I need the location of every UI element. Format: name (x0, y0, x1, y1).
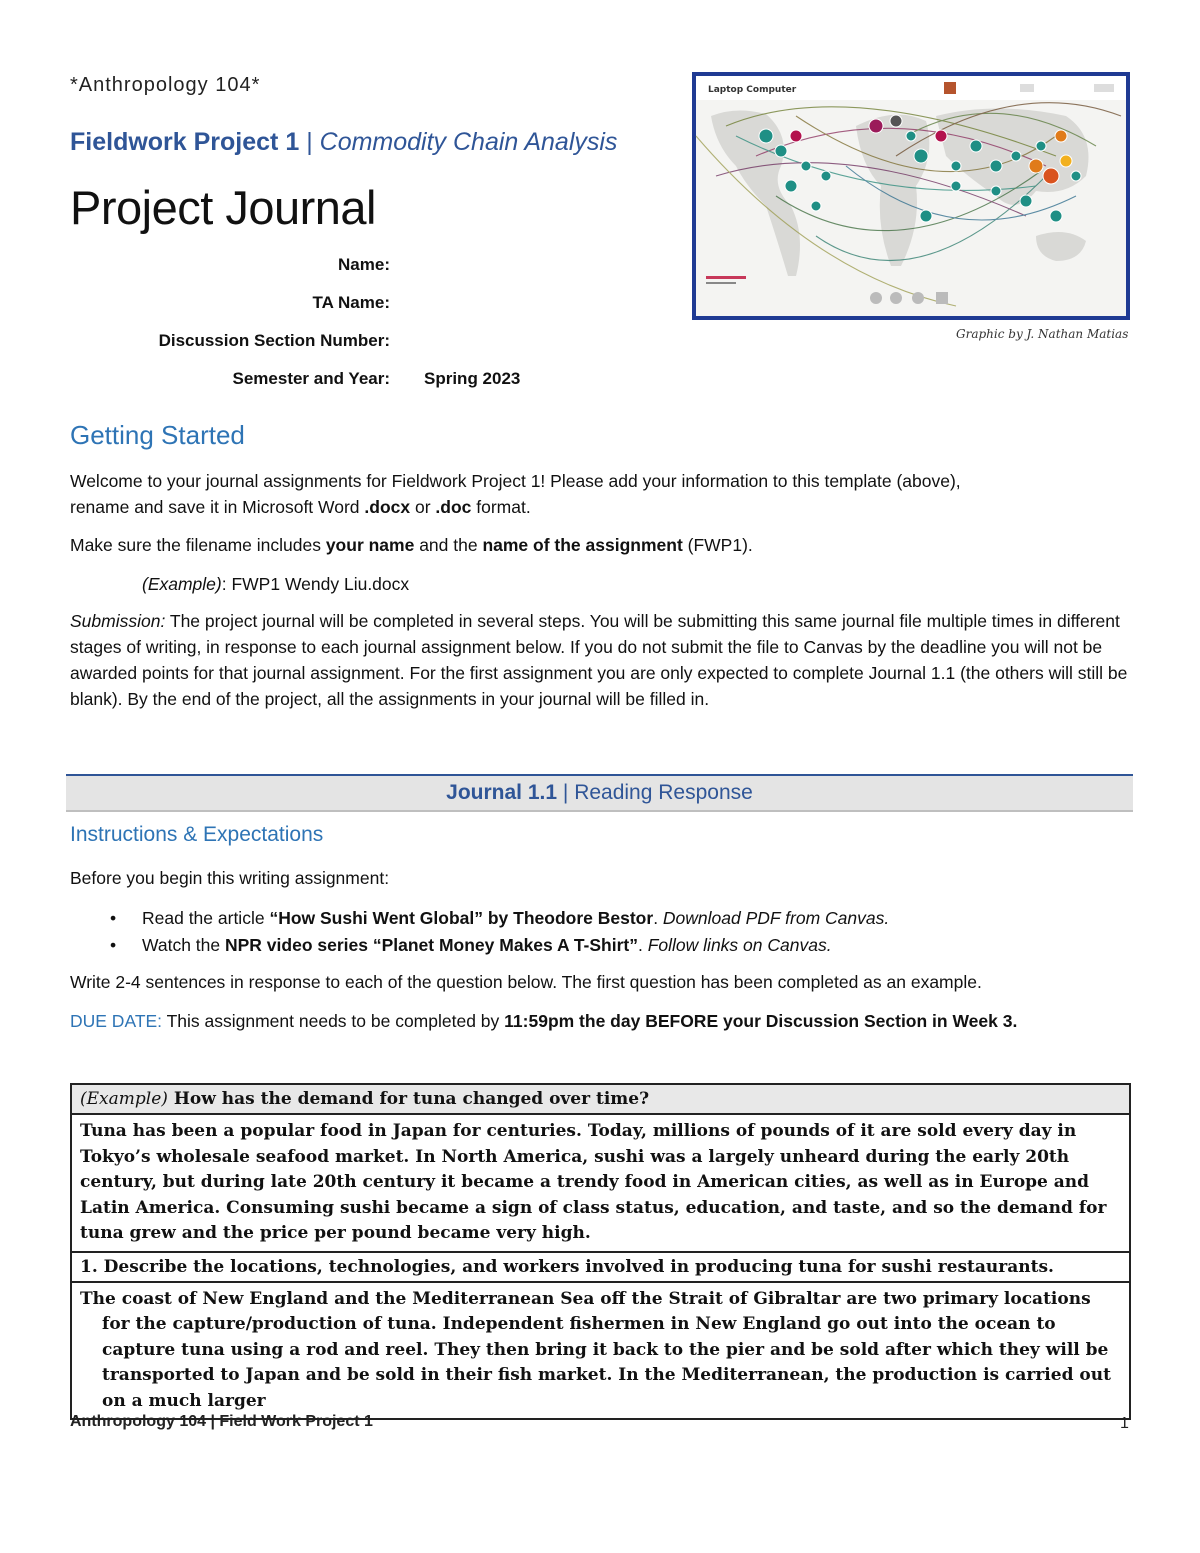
article-title: “How Sushi Went Global” by Theodore Bestor (269, 908, 654, 928)
text-span: (FWP1). (682, 535, 753, 555)
journal-number: Journal 1.1 (446, 781, 558, 804)
links-note: Follow links on Canvas. (647, 935, 832, 955)
text-span: This assignment needs to be completed by (162, 1011, 505, 1031)
example-label: (Example) (142, 574, 222, 594)
page-title: Project Journal (70, 181, 376, 234)
welcome-line-1: Welcome to your journal assignments for Fieldwork Project 1! Please add your information to this template (above), (70, 471, 961, 491)
info-label: Name: (338, 255, 390, 274)
write-instructions: Write 2-4 sentences in response to each of the question below. The first question has been completed as an example. (70, 972, 982, 992)
video-title: NPR video series “Planet Money Makes A T-Shirt” (225, 935, 638, 955)
text-span: Make sure the filename includes (70, 535, 326, 555)
download-note: Download PDF from Canvas. (662, 908, 890, 928)
due-date-label: DUE DATE: (70, 1011, 163, 1031)
info-label: Discussion Section Number: (158, 331, 390, 350)
question-table (70, 1083, 1131, 1420)
table-row (71, 1282, 1130, 1420)
assignment-name-emphasis: name of the assignment (482, 535, 683, 555)
getting-started-heading: Getting Started (70, 420, 245, 450)
text-span: and the (414, 535, 483, 555)
info-label: Semester and Year: (232, 369, 390, 388)
answer-1-cell[interactable]: The coast of New England and the Mediterranean Sea off the Strait of Gibraltar are two primary locations for the capture/production of tuna. Independent fishermen in New England go out into the ocean to capture tuna using a rod and reel. They then bring it back to the pier and be sold after which they will be transported to Japan and be sold in their fish market. In the Mediterranean, the production is carried out on a much larger (71, 1282, 1130, 1420)
page-footer: Anthropology 104 | Field Work Project 1 (70, 1413, 373, 1430)
your-name-emphasis: your name (325, 535, 415, 555)
example-question-cell (71, 1084, 1130, 1114)
example-text: : FWP1 Wendy Liu.docx (221, 574, 410, 594)
submission-label: Submission: (70, 611, 166, 631)
table-row (71, 1084, 1130, 1114)
text-span: or (410, 497, 436, 517)
title-separator: | (299, 128, 320, 156)
example-question-label: (Example) (80, 1089, 168, 1109)
graphic-app-title: Laptop Computer (708, 85, 797, 95)
text-span: format. (471, 497, 531, 517)
before-text: Before you begin this writing assignment: (70, 868, 390, 888)
example-question: How has the demand for tuna changed over time? (167, 1089, 650, 1109)
instructions-heading: Instructions & Expectations (70, 823, 324, 846)
text-span: Watch the (142, 935, 225, 955)
course-label: *Anthropology 104* (70, 74, 261, 96)
table-row (71, 1114, 1130, 1252)
docx-format: .docx (364, 497, 411, 517)
submission-text: The project journal will be completed in several steps. You will be submitting this same journal file multiple times in different stages of writing, in response to each journal assignment below. If you do not submit the file to Canvas by the deadline you will not be awarded points for that journal assignment. For the first assignment you are only expected to complete Journal 1.1 (the others will still be blank). By the end of the project, all the assignments in your journal will be filled in. (70, 611, 1128, 709)
info-label: TA Name: (312, 293, 390, 312)
example-answer-cell[interactable]: Tuna has been a popular food in Japan for centuries. Today, millions of pounds of it are sold every day in Tokyo’s wholesale seafood market. In North America, sushi was a largely unheard during the early 20th century, but during late 20th century it became a trendy food in American cities, as well as in Europe and Latin America. Consuming sushi became a sign of class status, education, and taste, and so the demand for tuna grew and the price per pound became very high. (71, 1114, 1130, 1252)
text-span: . (638, 935, 648, 955)
text-span: rename and save it in Microsoft Word (70, 497, 365, 517)
journal-separator: | (557, 781, 575, 804)
text-span: Read the article (142, 908, 270, 928)
question-1-cell: 1. Describe the locations, technologies, and workers involved in producing tuna for sushi restaurants. (71, 1252, 1130, 1282)
due-date-deadline: 11:59pm the day BEFORE your Discussion Section in Week 3. (504, 1011, 1018, 1031)
journal-name: Reading Response (574, 781, 753, 804)
table-row (71, 1252, 1130, 1282)
page-number: 1 (1120, 1415, 1129, 1432)
fieldwork-project-subtitle: Commodity Chain Analysis (319, 128, 618, 156)
text-span: . (653, 908, 663, 928)
graphic-caption: Graphic by J. Nathan Matias (956, 327, 1129, 341)
fieldwork-project-name: Fieldwork Project 1 (70, 128, 300, 156)
doc-format: .doc (435, 497, 472, 517)
info-value[interactable]: Spring 2023 (424, 369, 521, 388)
